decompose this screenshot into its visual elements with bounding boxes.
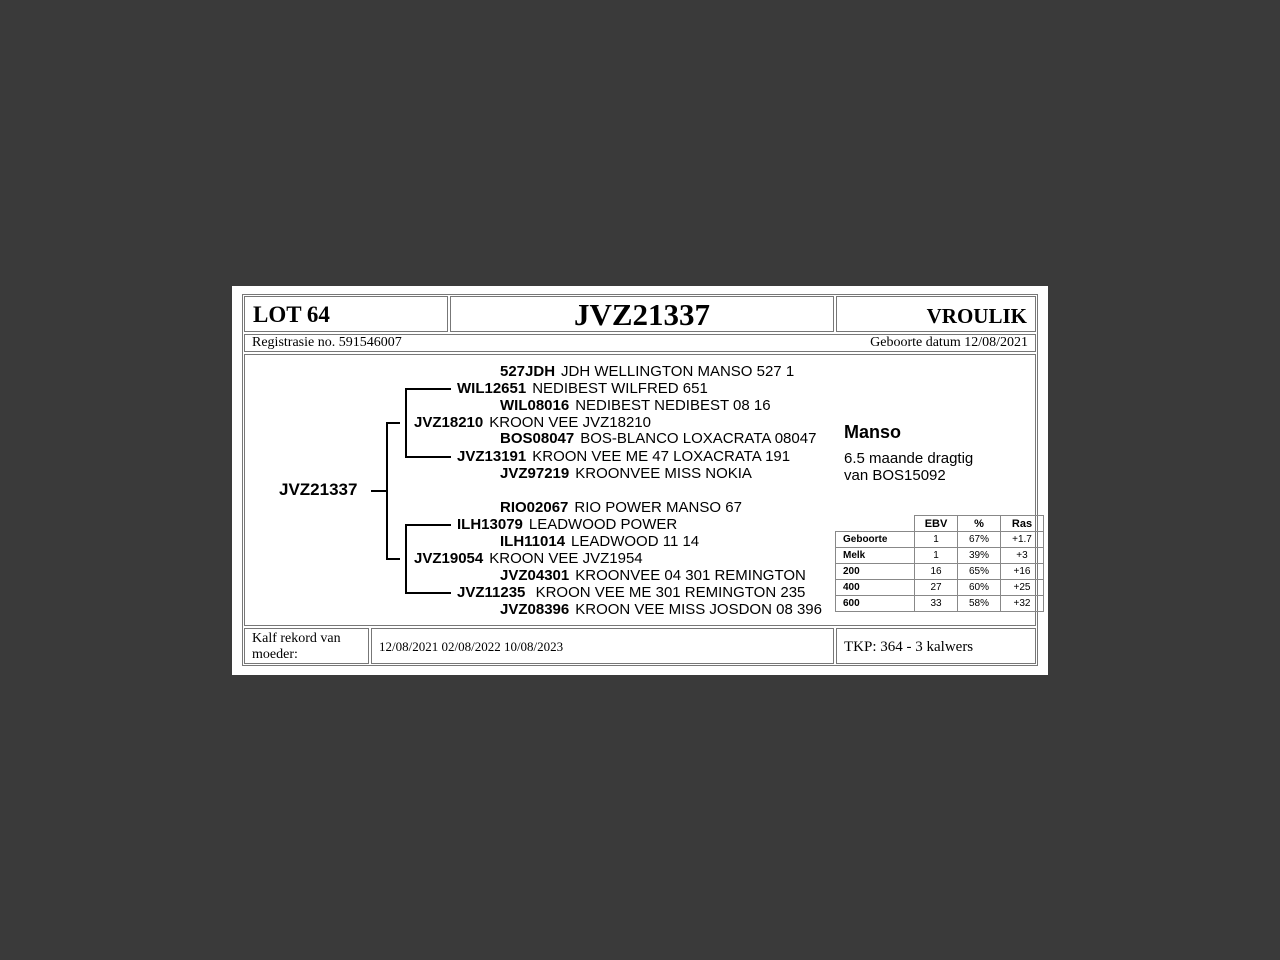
pedigree-dam-dam: JVZ11235 KROON VEE ME 301 REMINGTON 235 bbox=[457, 584, 806, 601]
subject-connector bbox=[371, 490, 387, 492]
ebv-row: 600 33 58% +32 bbox=[836, 596, 1044, 612]
pedigree-sire: JVZ18210 KROON VEE JVZ18210 bbox=[414, 414, 651, 431]
tkp-summary: TKP: 364 - 3 kalwers bbox=[836, 628, 1036, 664]
pedigree-dam: JVZ19054 KROON VEE JVZ1954 bbox=[414, 550, 643, 567]
sire-bracket bbox=[405, 388, 407, 458]
sire-dam-tick bbox=[405, 456, 451, 458]
pedigree-dam-sire: ILH13079 LEADWOOD POWER bbox=[457, 516, 678, 533]
ebv-row: 200 16 65% +16 bbox=[836, 564, 1044, 580]
sire-tick bbox=[386, 422, 400, 424]
pedigree-dam-dam-sire: JVZ04301 KROONVEE 04 301 REMINGTON bbox=[500, 567, 806, 584]
pregnancy-info bbox=[844, 450, 973, 484]
birth-date: Geboorte datum 12/08/2021 bbox=[870, 335, 1028, 350]
sire-sire-tick bbox=[405, 388, 451, 390]
pedigree-sire-sire: WIL12651 NEDIBEST WILFRED 651 bbox=[457, 380, 708, 397]
sex-label: VROULIK bbox=[836, 296, 1036, 332]
parent-bracket bbox=[386, 422, 388, 560]
ebv-table bbox=[835, 515, 1044, 612]
pedigree-sire-dam: JVZ13191 KROON VEE ME 47 LOXACRATA 191 bbox=[457, 448, 791, 465]
pedigree-subject: JVZ21337 bbox=[279, 480, 358, 499]
dam-dam-tick bbox=[405, 592, 451, 594]
ebv-row: Geboorte 1 67% +1.7 bbox=[836, 532, 1044, 548]
pedigree-dam-dam-dam: JVZ08396 KROON VEE MISS JOSDON 08 396 bbox=[500, 601, 822, 618]
pedigree-sire-dam-sire: BOS08047 BOS-BLANCO LOXACRATA 08047 bbox=[500, 430, 817, 447]
ebv-row: 400 27 60% +25 bbox=[836, 580, 1044, 596]
calf-id: JVZ21337 bbox=[450, 296, 834, 332]
registration-number: Registrasie no. 591546007 bbox=[252, 335, 402, 350]
pedigree-dam-sire-dam: ILH11014 LEADWOOD 11 14 bbox=[500, 533, 700, 550]
calf-record-label: Kalf rekord van moeder: bbox=[244, 628, 369, 664]
pedigree-dam-sire-sire: RIO02067 RIO POWER MANSO 67 bbox=[500, 499, 742, 516]
pedigree-sire-dam-dam: JVZ97219 KROONVEE MISS NOKIA bbox=[500, 465, 752, 482]
registration-row bbox=[244, 334, 1036, 352]
lot-number: LOT 64 bbox=[244, 296, 448, 332]
ebv-header-ras: Ras bbox=[1001, 516, 1044, 532]
pedigree-sire-sire-sire: 527JDH JDH WELLINGTON MANSO 527 1 bbox=[500, 363, 795, 380]
ebv-row: Melk 1 39% +3 bbox=[836, 548, 1044, 564]
ebv-header-pct: % bbox=[958, 516, 1001, 532]
dam-tick bbox=[386, 558, 400, 560]
pregnancy-line-1: 6.5 maande dragtig bbox=[844, 450, 974, 467]
pedigree-sire-sire-dam: WIL08016 NEDIBEST NEDIBEST 08 16 bbox=[500, 397, 771, 414]
lot-card bbox=[232, 286, 1048, 675]
dam-bracket bbox=[405, 524, 407, 594]
pregnancy-line-2: van BOS15092 bbox=[844, 467, 946, 484]
info-title: Manso bbox=[844, 422, 902, 442]
calf-record-dates: 12/08/2021 02/08/2022 10/08/2023 bbox=[371, 628, 834, 664]
dam-sire-tick bbox=[405, 524, 451, 526]
ebv-header-row bbox=[836, 516, 1044, 532]
ebv-header-ebv: EBV bbox=[915, 516, 958, 532]
